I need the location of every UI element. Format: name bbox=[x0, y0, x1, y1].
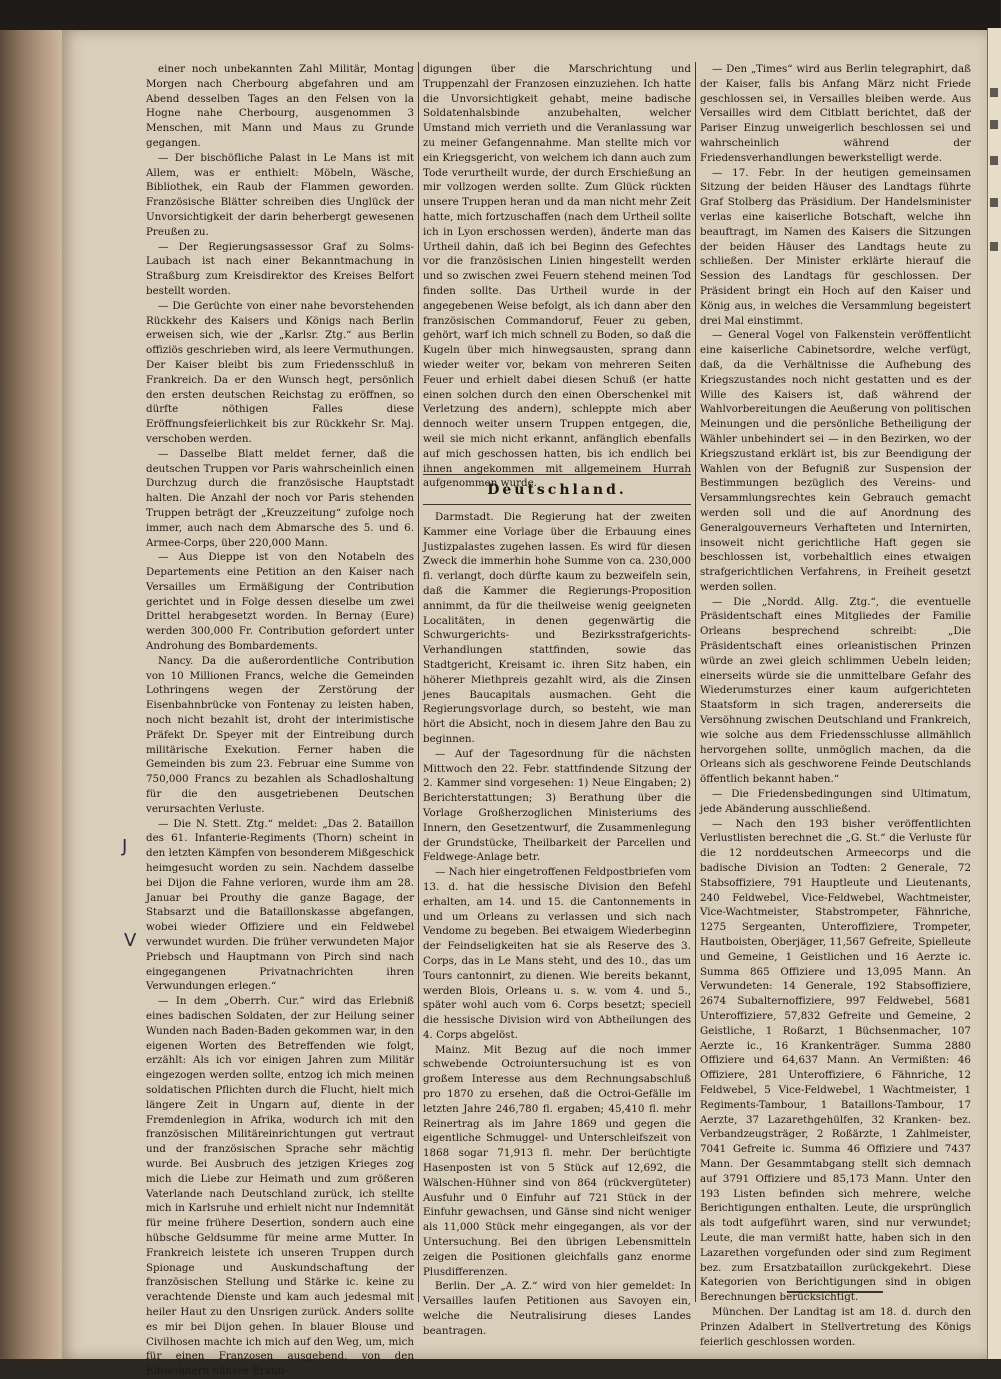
margin-mark-j: J bbox=[122, 836, 128, 857]
margin-mark-v: V bbox=[124, 930, 137, 951]
paragraph: — Dasselbe Blatt meldet ferner, daß die deutschen Truppen vor Paris wahrscheinlich einen Durchzug durch die französische Hauptstadt halten. Die Anzahl der noch vor Paris stehenden Truppen beträgt der „Kreuzzeitung“ zufolge noch immer, auch nach dem Abmarsche des 5. und 6. Armee-Corps, über 220,000 Mann. bbox=[146, 447, 414, 549]
paragraph: — In dem „Oberrh. Cur.“ wird das Erlebniß eines badischen Soldaten, der zur Heilung seiner Wunden nach Baden-Baden gekommen war, in den eigenen Worten des Betreffenden wie folgt, erzählt: Als ich vor einigen Jahren zum Militär eingezogen werden sollte, entzog ich mich meinen soldatischen Pflichten durch die Flucht, hielt mich längere Zeit in Ungarn auf, diente in der Fremdenlegion in Afrika, wodurch ich mit den französischen Militäreinrichtungen gut vertraut und der französischen Sprache sehr mächtig wurde. Bei Ausbruch des jetzigen Krieges zog mich die Liebe zur Heimath und zum größeren Vaterlande nach Deutschland zurück, ich stellte mich in Karlsruhe und erhielt nicht nur Indemnität für meine frühere Desertion, sondern auch eine hübsche Geldsumme für meine arme Mutter. In Frankreich leistete ich unseren Truppen durch Spionage und Auskundschaftung der französischen Stellung und Stärke ic. keine zu verachtende Dienste und kam auch jedesmal mit heiler Haut zu den Unsrigen zurück. Anders sollte es mir bei Dijon gehen. In blauer Blouse und Civilhosen machte ich mich auf den Weg, um, mich für einen Franzosen ausgebend, von den Einwohnern nähere Erkun- bbox=[146, 995, 414, 1378]
paragraph: — Auf der Tagesordnung für die nächsten Mittwoch den 22. Febr. stattfindende Sitzung der 2. Kammer sind vorgesehen: 1) Neue Eingaben; 2) Berichterstattungen; 3) Berathung über die Vorlage Großherzoglichen Ministeriums des Innern, den Gesetzentwurf, die Zusammenlegung der Grundstücke, Theilbarkeit der Parcellen und Feldwege-Anlage betr. bbox=[423, 747, 691, 864]
book-binding bbox=[0, 30, 62, 1359]
paragraph: — Die Gerüchte von einer nahe bevorstehenden Rückkehr des Kaisers und Königs nach Berlin erweisen sich, wie der „Karlsr. Ztg.“ aus Berlin offiziös geschrieben wird, als leere Vermuthungen. Der Kaiser bleibt bis zum Friedensschluß in Frankreich. Da er den Wunsch hegt, persönlich den ersten deutschen Reichstag zu eröffnen, so dürfte nöthigen Falles diese Eröffnungsfeierlichkeit bis zur Rückkehr Sr. Maj. verschoben werden. bbox=[146, 299, 414, 445]
next-page-edge bbox=[987, 28, 1001, 1359]
column-rule-right bbox=[695, 62, 696, 1302]
paragraph: — Den „Times“ wird aus Berlin telegraphirt, daß der Kaiser, falls bis Anfang März nicht Friede geschlossen sei, in Versailles bleiben werde. Aus Versailles wird dem Citblatt berichtet, daß der Pariser Einzug unweigerlich beschlossen sei und wahrscheinlich während der Friedensverhandlungen bewerkstelligt werde. bbox=[700, 63, 971, 164]
paragraph: einer noch unbekannten Zahl Militär, Montag Morgen nach Cherbourg abgefahren und am Abend desselben Tages an den Felsen von la Hogne nahe Cherbourg, ausgenommen 3 Menschen, mit Mann und Maus zu Grunde gegangen. bbox=[146, 63, 414, 149]
column-3 bbox=[700, 62, 971, 1348]
paragraph: digungen über die Marschrichtung und Truppenzahl der Franzosen einzuziehen. Ich hatte die Unvorsichtigkeit gehabt, meine badische Soldatenhalsbinde anzubehalten, welcher Umstand mich verrieth und die Veranlassung war zu meiner Gefangennahme. Man stellte mich vor ein Kriegsgericht, von welchem ich dann auch zum Tode verurtheilt wurde, der durch Erschießung an mir vollzogen werden sollte. Zum Glück rückten unsere Truppen heran und da man nicht mehr Zeit hatte, mich fortzuschaffen (nach dem Urtheil sollte ich in Lyon erschossen werden), änderte man das Urtheil dahin, daß ich bei Beginn des Gefechtes vor die französischen Linien hingestellt werden und so zwischen zwei Feuern stehend meinen Tod finden sollte. Das Urtheil wurde in der angegebenen Weise befolgt, als ich dann aber den französischen Commandoruf, Feuer zu geben, gehört, warf ich mich schnell zu Boden, so daß die Kugeln über mich hinwegsausten, sprang dann wieder weiter vor, bekam von mehreren Seiten Feuer und erhielt dabei diesen Schuß (er hatte einen solchen durch den einen Oberschenkel mit Verletzung des andern), schleppte mich aber dennoch weiter unsern Truppen entgegen, die, weil sie mich nicht erkannt, anfänglich ebenfalls auf mich geschossen hatten, bis ich endlich bei ihnen angekommen mit allgemeinem Hurrah aufgenommen wurde. bbox=[423, 63, 691, 490]
section-heading: Deutschland. bbox=[487, 482, 627, 498]
column-2-bottom bbox=[423, 510, 691, 1337]
paragraph: — Die Friedensbedingungen sind Ultimatum, jede Abänderung ausschließend. bbox=[700, 788, 971, 815]
paragraph: — Der Regierungsassessor Graf zu Solms-Laubach ist nach einer Bekanntmachung in Straßburg zum Kreisdirektor des Kreises Belfort bestellt worden. bbox=[146, 240, 414, 297]
column-rule-left bbox=[418, 62, 419, 1302]
paragraph: Mainz. Mit Bezug auf die noch immer schwebende Octroiuntersuchung ist es von großem Interesse aus dem Rechnungsabschluß pro 1870 zu ersehen, daß die Octroi-Gefälle im letzten Jahre 246,780 fl. ergaben; 45,410 fl. mehr Reinertrag als im Jahre 1869 und gegen die eigentliche Schmuggel- und Unterschleifszeit von 1868 sogar 71,913 fl. mehr. Der berüchtigte Hasenposten ist von 5 Stück auf 12,692, die Wälschen-Hühner sind von 864 (rückvergüteter) Ausfuhr und 0 Einfuhr auf 721 Stück in der Einfuhr gewachsen, und Gänse sind nicht weniger als 11,000 Stück mehr eingegangen, als vor der Untersuchung. Bei den übrigen Lebensmitteln zeigen die Positionen gleichfalls ganz enorme Plusdifferenzen. bbox=[423, 1043, 691, 1278]
paragraph: — Aus Dieppe ist von den Notabeln des Departements eine Petition an den Kaiser nach Versailles um Ermäßigung der Contribution gerichtet und in Folge dessen dieselbe um zwei Drittel herabgesetzt worden. In Bernay (Eure) werden 300,000 Fr. Contribution gefordert unter Androhung des Bombardements. bbox=[146, 551, 414, 653]
paragraph: — Die N. Stett. Ztg.“ meldet: „Das 2. Bataillon des 61. Infanterie-Regiments (Thorn) scheint in den letzten Kämpfen von besonderem Mißgeschick heimgesucht worden zu sein. Nachdem dasselbe bei Dijon die Fahne verloren, wurde ihm am 28. Januar bei Prouthy die ganze Bagage, der Stabsarzt und die Bataillonskasse abgefangen, wobei wieder Offiziere und ein Feldwebel verwundet wurden. Die früher verwundeten Major Priebsch und Hauptmann von Pirch sind nach eingegangenen Privatnachrichten ihren Verwundungen erlegen.“ bbox=[146, 817, 414, 993]
paragraph: — 17. Febr. In der heutigen gemeinsamen Sitzung der beiden Häuser des Landtags führte Graf Stolberg das Präsidium. Der Handelsminister verlas eine kaiserliche Botschaft, welche ihn beauftragt, im Namen des Kaisers die Sitzungen der beiden Häuser des Landtags heute zu schließen. Der Minister erklärte hierauf die Session des Landtags für geschlossen. Der Präsident bringt ein Hoch auf den Kaiser und König aus, in welches die Versammlung begeistert drei Mal einstimmt. bbox=[700, 166, 971, 327]
paragraph: Darmstadt. Die Regierung hat der zweiten Kammer eine Vorlage über die Erbauung eines Justizpalastes zugehen lassen. Es wird für diesen Zweck die immerhin hohe Summe von ca. 230,000 fl. verlangt, doch dürfte kaum zu bezweifeln sein, daß die Kammer die Regierungs-Proposition annimmt, da für die theilweise wenig geeigneten Localitäten, in denen gegenwärtig die Schwurgerichts- und Bezirksstrafgerichts-Verhandlungen stattfinden, sowie das Stadtgericht, Kreisamt ic. ihren Sitz haben, ein höherer Miethpreis gezahlt wird, als die Zinsen jenes Baucapitals ausmachen. Geht die Regierungsvorlage durch, so besteht, wie man hört die Absicht, noch in diesem Jahre den Bau zu beginnen. bbox=[423, 511, 691, 745]
column-2 bbox=[423, 62, 691, 1337]
column-1 bbox=[146, 62, 414, 1378]
paragraph: Berlin. Der „A. Z.“ wird von hier gemeldet: In Versailles laufen Petitionen aus Savoyen ein, welche die Neutralisirung dieses Landes beantragen. bbox=[423, 1280, 691, 1337]
paragraph: Nancy. Da die außerordentliche Contribution von 10 Millionen Francs, welche die Gemeinden Lothringens wegen der Zerstörung der Eisenbahnbrücke von Fontenay zu leisten haben, noch nicht bezahlt ist, droht der interimistische Präfekt Dr. Speyer mit der Eintreibung durch militärische Exekution. Ferner haben die Gemeinden bis zum 23. Februar eine Summe von 750,000 Francs zu bezahlen als Schadloshaltung für die den ausgetriebenen Deutschen verursachten Verluste. bbox=[146, 654, 414, 815]
paragraph: — Die „Nordd. Allg. Ztg.“, die eventuelle Präsidentschaft eines Mitgliedes der Familie Orleans besprechend schreibt: „Die Präsidentschaft eines orleanistischen Prinzen würde an zwei gleich schlimmen Uebeln leiden; einerseits würde sie die unmittelbare Gefahr des Wiederumsturzes einer kaum aufgerichteten Staatsform in sich tragen, andererseits die Versöhnung zwischen Deutschland und Frankreich, wie solche aus dem Friedensschlusse allmählich hervorgehen sollte, unmöglich machen, da die Orleans sich als geschworene Feinde Deutschlands öffentlich bekannt haben.“ bbox=[700, 595, 971, 786]
paragraph: — Der bischöfliche Palast in Le Mans ist mit Allem, was er enthielt: Möbeln, Wäsche, Bibliothek, ein Raub der Flammen geworden. Französische Blätter schreiben dies Unglück der Unvorsichtigkeit der darin beherbergt gewesenen Preußen zu. bbox=[146, 151, 414, 238]
paragraph: — General Vogel von Falkenstein veröffentlicht eine kaiserliche Cabinetsordre, welche verfügt, daß, da die Verhältnisse die Aufhebung des Kriegszustandes noch nicht gestatten und es der Wille des Kaisers ist, daß während der Wahlvorbereitungen die Aeußerung von politischen Meinungen und die persönliche Betheiligung der Wähler unbehindert sei — in den Bezirken, wo der Kriegszustand erklärt ist, bis zur Beendigung der Wahlen von der Befugniß zur Suspension der Bestimmungen bezüglich des Vereins- und Versammlungsrechtes kein Gebrauch gemacht werden soll und die auf Anordnung des Generalgouverneurs Verhafteten und Internirten, insoweit nicht gerichtliche Haft gegen sie beschlossen ist, vorbehaltlich eines etwaigen strafgerichtlichen Verfahrens, in Freiheit gesetzt werden sollen. bbox=[700, 329, 971, 593]
paragraph: — Nach hier eingetroffenen Feldpostbriefen vom 13. d. hat die hessische Division den Befehl erhalten, am 14. und 15. die Cantonnements in und um Orleans zu verlassen und sich nach Vendome zu begeben. Bei etwaigem Wiederbeginn der Feindseligkeiten hat sie als Reserve des 3. Corps, das in Le Mans steht, und des 10., das um Tours cantonnirt, zu dienen. Wie bereits bekannt, werden Blois, Orleans u. s. w. vom 4. und 5., später wohl auch vom 6. Corps besetzt; speciell die hessische Division wird von Abtheilungen des 4. Corps abgelöst. bbox=[423, 866, 691, 1041]
paragraph: München. Der Landtag ist am 18. d. durch den Prinzen Adalbert in Stellvertretung des Königs feierlich geschlossen worden. bbox=[700, 1305, 971, 1348]
paragraph: — Nach den 193 bisher veröffentlichten Verlustlisten berechnet die „G. St.“ die Verluste für die 12 norddeutschen Armeecorps und die badische Division an Todten: 2 Generale, 72 Stabsoffiziere, 791 Hauptleute und Lieutenants, 240 Feldwebel, Vice-Feldwebel, Wachtmeister, Vice-Wachtmeister, Stabstrompeter, Fähnriche, 1275 Sergeanten, Unteroffiziere, Trompeter, Hautboisten, Oberjäger, 11,567 Gefreite, Spielleute und Gemeine, 1 Geistlichen und 16 Aerzte ic. Summa 865 Offiziere und 13,095 Mann. An Verwundeten: 14 Generale, 192 Stabsoffiziere, 2674 Subalternoffiziere, 997 Feldwebel, 5681 Unteroffiziere, 57,832 Gefreite und Gemeine, 2 Geistliche, 1 Roßarzt, 1 Büchsenmacher, 107 Aerzte ic., 16 Krankenträger. Summa 2880 Offiziere und 64,637 Mann. An Vermißten: 46 Offiziere, 281 Unteroffiziere, 6 Fähnriche, 12 Feldwebel, 5 Vice-Feldwebel, 1 Wachtmeister, 1 Regiments-Tambour, 1 Bataillons-Tambour, 17 Aerzte, 37 Lazarethgehülfen, 32 Kranken- bez. Verbandzeugsträger, 2 Roßärzte, 1 Zahlmeister, 7041 Gefreite ic. Summa 46 Offiziere und 7437 Mann. Der Gesammtabgang stellt sich demnach auf 3791 Offiziere und 85,173 Mann. Unter den 193 Listen befinden sich mehrere, welche Berichtigungen enthalten. Leute, die ursprünglich als todt aufgeführt waren, sind nur verwundet; Leute, die man vermißt hatte, haben sich in den Lazarethen vorgefunden oder sind zum Regiment bez. zum Ersatzbataillon zurückgekehrt. Diese Kategorien von Berichtigungen sind in obigen Berechnungen berücksichtigt. bbox=[700, 817, 971, 1304]
